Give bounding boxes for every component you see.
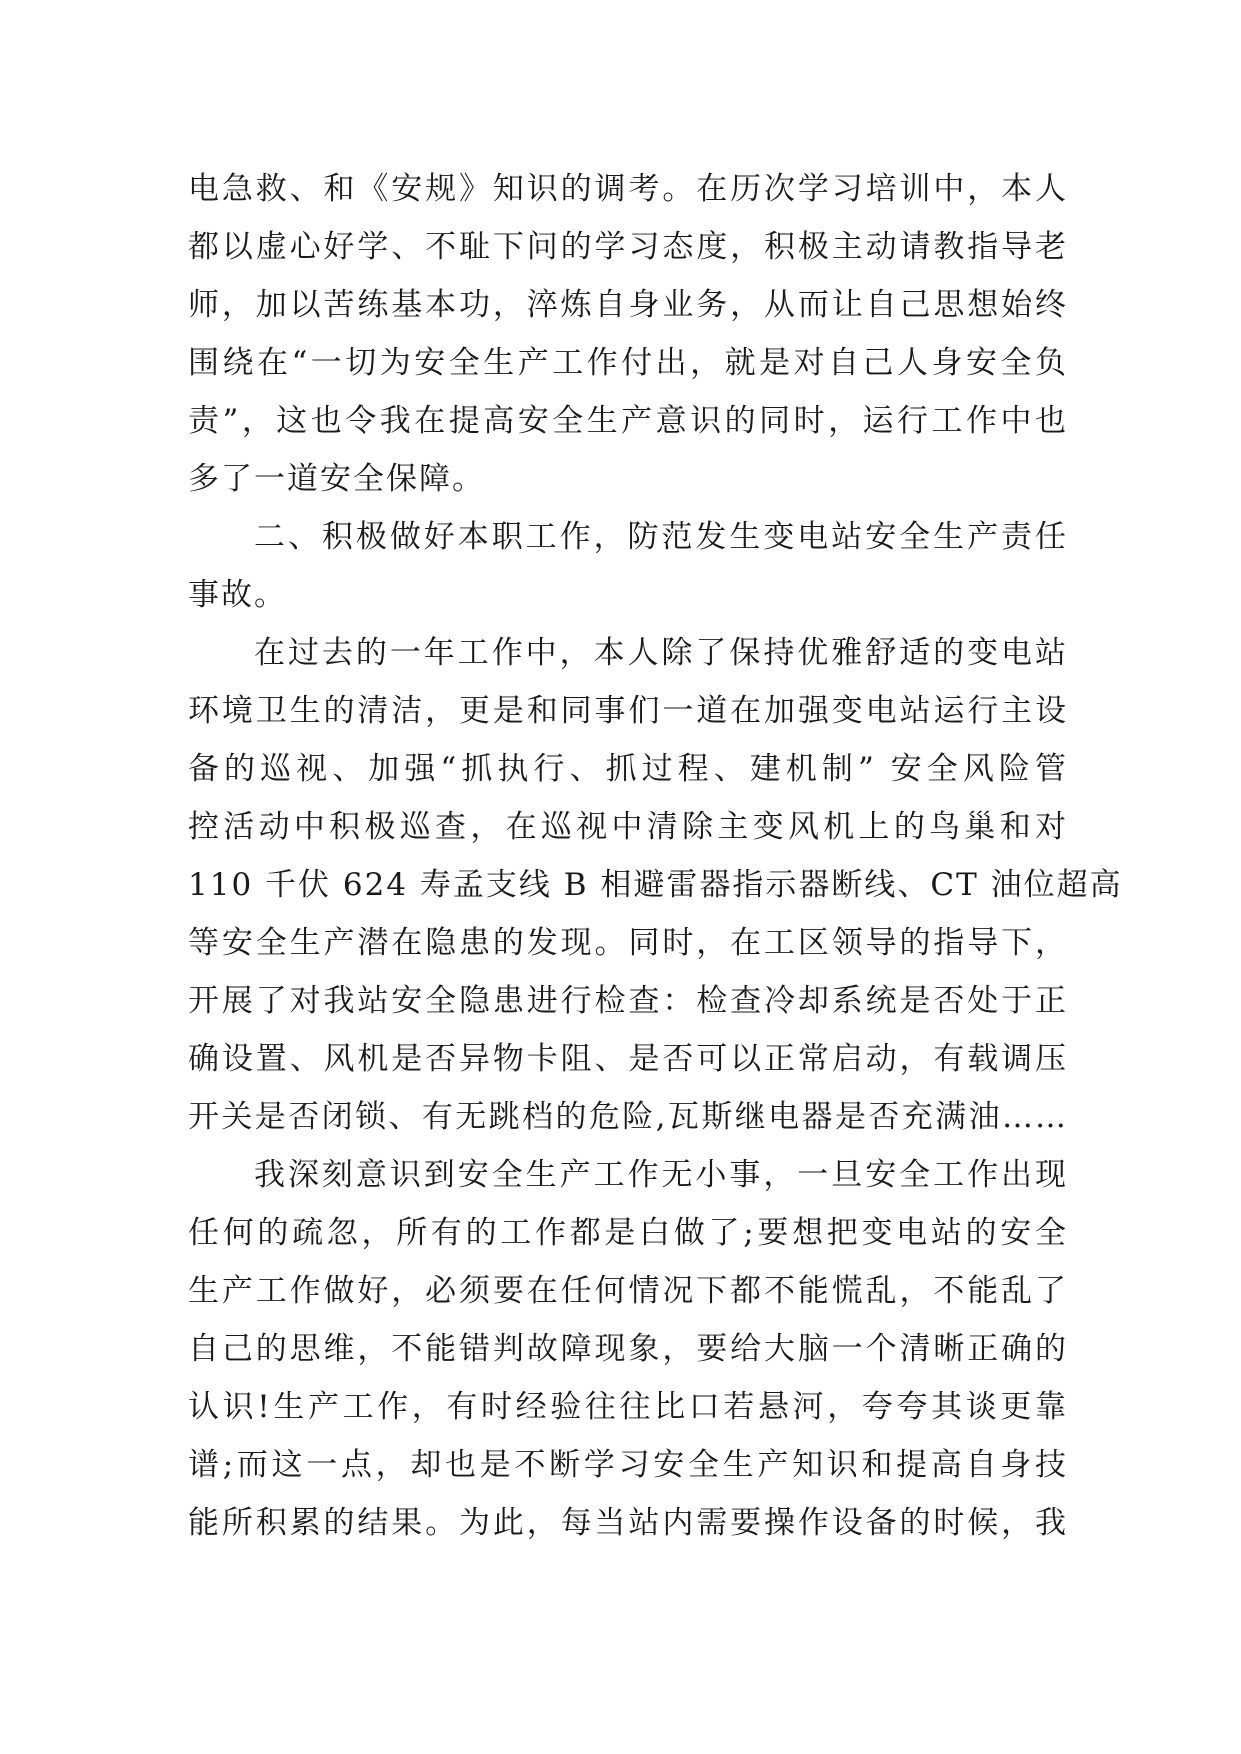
- section-heading-line: 事故。: [188, 577, 287, 613]
- text-line: 备的巡视、加强“抓执行、抓过程、建机制” 安全风险管: [188, 751, 1068, 787]
- text-line: 电急救、和《安规》知识的调考。在历次学习培训中，本人: [188, 171, 1068, 207]
- text-line: 师，加以苦练基本功，淬炼自身业务，从而让自己思想始终: [188, 287, 1068, 323]
- text-line: 开关是否闭锁、有无跳档的危险,瓦斯继电器是否充满油……: [188, 1099, 1068, 1135]
- text-line: 围绕在“一切为安全生产工作付出，就是对自己人身安全负: [188, 345, 1068, 381]
- text-line: 控活动中积极巡查，在巡视中清除主变风机上的鸟巢和对: [188, 809, 1068, 845]
- text-line: 开展了对我站安全隐患进行检查：检查冷却系统是否处于正: [188, 983, 1068, 1019]
- text-line: 等安全生产潜在隐患的发现。同时，在工区领导的指导下，: [188, 925, 1068, 961]
- text-line: 生产工作做好，必须要在任何情况下都不能慌乱，不能乱了: [188, 1273, 1068, 1309]
- text-line: 多了一道安全保障。: [188, 461, 485, 497]
- text-line: 谱;而这一点，却也是不断学习安全生产知识和提高自身技: [188, 1447, 1068, 1483]
- text-line: 责”，这也令我在提高安全生产意识的同时，运行工作中也: [188, 403, 1068, 439]
- text-line: 能所积累的结果。为此，每当站内需要操作设备的时候，我: [188, 1505, 1068, 1541]
- section-heading-line: 二、积极做好本职工作，防范发生变电站安全生产责任: [254, 519, 1068, 555]
- text-line: 环境卫生的清洁，更是和同事们一道在加强变电站运行主设: [188, 693, 1068, 729]
- text-line: 确设置、风机是否异物卡阻、是否可以正常启动，有载调压: [188, 1041, 1068, 1077]
- text-line: 都以虚心好学、不耻下问的学习态度，积极主动请教指导老: [188, 229, 1068, 265]
- document-body: [188, 160, 1123, 1552]
- text-line: 认识!生产工作，有时经验往往比口若悬河，夸夸其谈更靠: [188, 1389, 1068, 1425]
- text-line: 任何的疏忽，所有的工作都是白做了;要想把变电站的安全: [188, 1215, 1068, 1251]
- text-line: 自己的思维，不能错判故障现象，要给大脑一个清晰正确的: [188, 1331, 1068, 1367]
- text-line: 我深刻意识到安全生产工作无小事，一旦安全工作出现: [254, 1157, 1068, 1193]
- text-line: 在过去的一年工作中，本人除了保持优雅舒适的变电站: [254, 635, 1068, 671]
- text-line: 110 千伏 624 寿孟支线 B 相避雷器指示器断线、CT 油位超高: [188, 867, 1123, 903]
